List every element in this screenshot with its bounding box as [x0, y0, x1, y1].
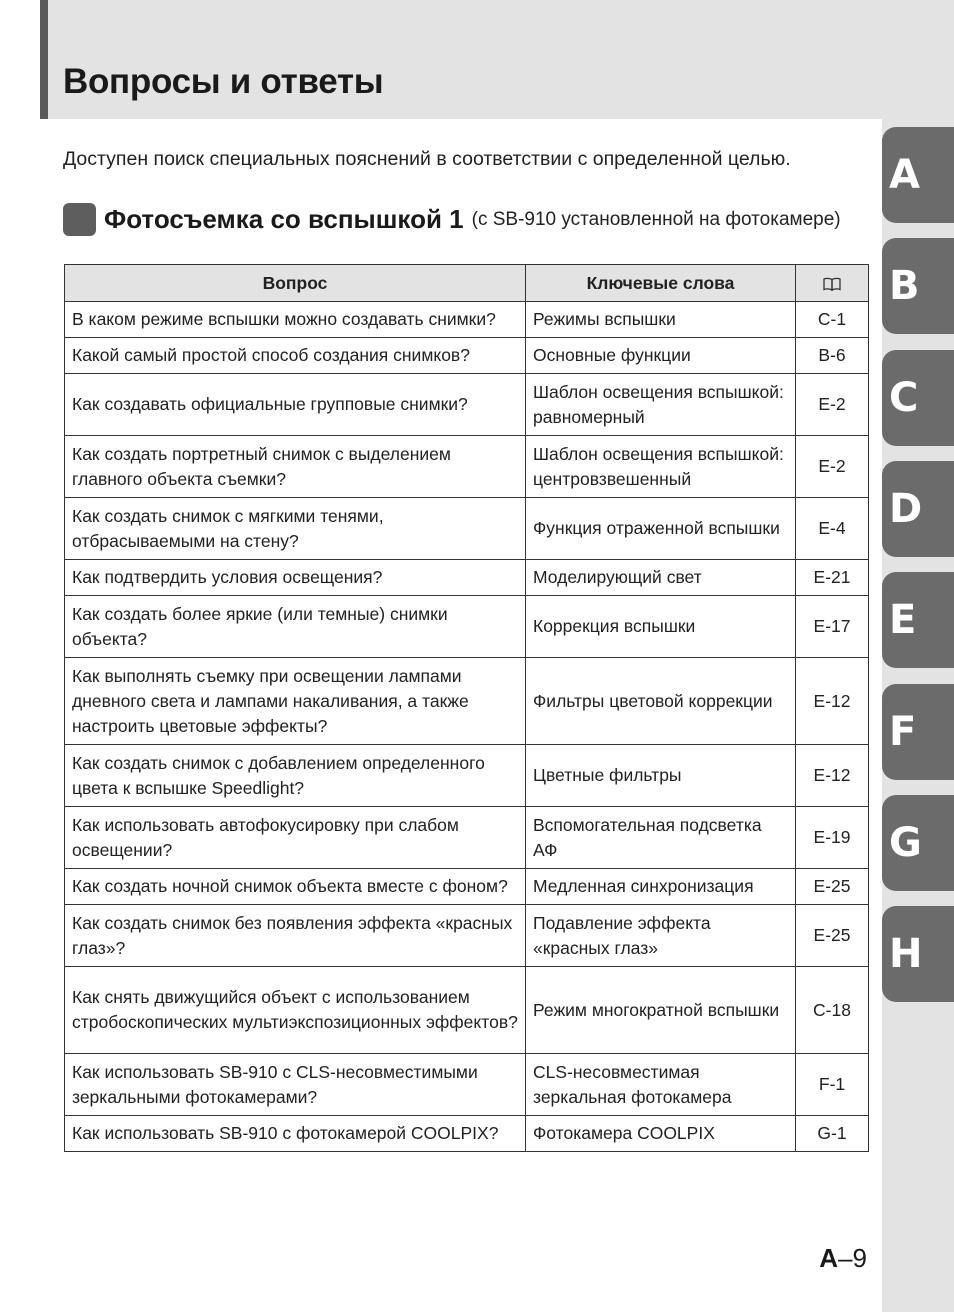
- table-row: [65, 560, 869, 596]
- chapter-tab-g[interactable]: G: [882, 795, 954, 891]
- section-marker-icon: [63, 203, 96, 236]
- chapter-tab-f[interactable]: F: [882, 684, 954, 780]
- chapter-tab-h[interactable]: H: [882, 906, 954, 1002]
- reference-cell: E-25: [796, 905, 869, 967]
- table-row: [65, 869, 869, 905]
- keywords-cell: Режимы вспышки: [526, 302, 796, 338]
- reference-cell: C-18: [796, 967, 869, 1054]
- qa-table: [64, 264, 869, 1152]
- chapter-tab-d[interactable]: D: [882, 461, 954, 557]
- table-row: [65, 1116, 869, 1152]
- reference-cell: G-1: [796, 1116, 869, 1152]
- chapter-tab-e[interactable]: E: [882, 572, 954, 668]
- keywords-cell: Коррекция вспышки: [526, 596, 796, 658]
- keywords-cell: Фильтры цветовой коррекции: [526, 658, 796, 745]
- question-cell: Как выполнять съемку при освещении лампами дневного света и лампами накаливания, а также настроить цветовые эффекты?: [65, 658, 526, 745]
- reference-cell: E-25: [796, 869, 869, 905]
- book-icon: [823, 277, 841, 291]
- table-row: [65, 498, 869, 560]
- reference-cell: E-2: [796, 374, 869, 436]
- reference-cell: E-2: [796, 436, 869, 498]
- table-row: [65, 374, 869, 436]
- section-subtitle: (с SB-910 установленной на фотокамере): [471, 208, 841, 230]
- keywords-cell: Вспомогательная подсветка АФ: [526, 807, 796, 869]
- question-cell: Как создать ночной снимок объекта вместе с фоном?: [65, 869, 526, 905]
- question-cell: Как снять движущийся объект с использованием стробоскопических мультиэкспозиционных эффектов?: [65, 967, 526, 1054]
- reference-cell: E-17: [796, 596, 869, 658]
- keywords-cell: Цветные фильтры: [526, 745, 796, 807]
- page-number: [819, 1243, 867, 1274]
- page-number-separator: –: [838, 1243, 853, 1273]
- question-column-header: Вопрос: [65, 265, 526, 302]
- keywords-cell: Медленная синхронизация: [526, 869, 796, 905]
- reference-cell: F-1: [796, 1054, 869, 1116]
- question-cell: Как подтвердить условия освещения?: [65, 560, 526, 596]
- page-title: Вопросы и ответы: [63, 62, 384, 101]
- keywords-cell: Шаблон освещения вспышкой: центровзвешенный: [526, 436, 796, 498]
- table-row: [65, 807, 869, 869]
- keywords-cell: CLS-несовместимая зеркальная фотокамера: [526, 1054, 796, 1116]
- question-cell: Как использовать SB-910 с фотокамерой COOLPIX?: [65, 1116, 526, 1152]
- reference-cell: E-4: [796, 498, 869, 560]
- keywords-cell: Режим многократной вспышки: [526, 967, 796, 1054]
- keywords-cell: Подавление эффекта «красных глаз»: [526, 905, 796, 967]
- question-cell: В каком режиме вспышки можно создавать снимки?: [65, 302, 526, 338]
- table-row: [65, 905, 869, 967]
- question-cell: Как создать портретный снимок с выделением главного объекта съемки?: [65, 436, 526, 498]
- reference-cell: E-21: [796, 560, 869, 596]
- question-cell: Как создавать официальные групповые снимки?: [65, 374, 526, 436]
- reference-column-header: [796, 265, 869, 302]
- reference-cell: E-12: [796, 745, 869, 807]
- question-cell: Как использовать автофокусировку при слабом освещении?: [65, 807, 526, 869]
- page-number-value: 9: [852, 1243, 867, 1273]
- question-cell: Как создать более яркие (или темные) снимки объекта?: [65, 596, 526, 658]
- chapter-tab-b[interactable]: B: [882, 238, 954, 334]
- keywords-column-header: Ключевые слова: [526, 265, 796, 302]
- section-heading: [63, 203, 841, 236]
- table-row: [65, 658, 869, 745]
- section-title: Фотосъемка со вспышкой 1: [104, 204, 464, 234]
- chapter-tab-a[interactable]: A: [882, 127, 954, 223]
- reference-cell: C-1: [796, 302, 869, 338]
- table-row: [65, 436, 869, 498]
- keywords-cell: Функция отраженной вспышки: [526, 498, 796, 560]
- table-row: [65, 745, 869, 807]
- reference-cell: E-12: [796, 658, 869, 745]
- table-row: [65, 967, 869, 1054]
- keywords-cell: Основные функции: [526, 338, 796, 374]
- chapter-tab-c[interactable]: C: [882, 350, 954, 446]
- table-header-row: [65, 265, 869, 302]
- question-cell: Как использовать SB-910 с CLS-несовместимыми зеркальными фотокамерами?: [65, 1054, 526, 1116]
- table-row: [65, 596, 869, 658]
- question-cell: Как создать снимок с мягкими тенями, отбрасываемыми на стену?: [65, 498, 526, 560]
- reference-cell: B-6: [796, 338, 869, 374]
- table-row: [65, 302, 869, 338]
- keywords-cell: Шаблон освещения вспышкой: равномерный: [526, 374, 796, 436]
- keywords-cell: Моделирующий свет: [526, 560, 796, 596]
- table-row: [65, 338, 869, 374]
- table-row: [65, 1054, 869, 1116]
- question-cell: Как создать снимок без появления эффекта «красных глаз»?: [65, 905, 526, 967]
- question-cell: Какой самый простой способ создания снимков?: [65, 338, 526, 374]
- keywords-cell: Фотокамера COOLPIX: [526, 1116, 796, 1152]
- page-number-section: A: [819, 1243, 839, 1273]
- intro-text: Доступен поиск специальных пояснений в соответствии с определенной целью.: [63, 148, 791, 170]
- question-cell: Как создать снимок с добавлением определенного цвета к вспышке Speedlight?: [65, 745, 526, 807]
- reference-cell: E-19: [796, 807, 869, 869]
